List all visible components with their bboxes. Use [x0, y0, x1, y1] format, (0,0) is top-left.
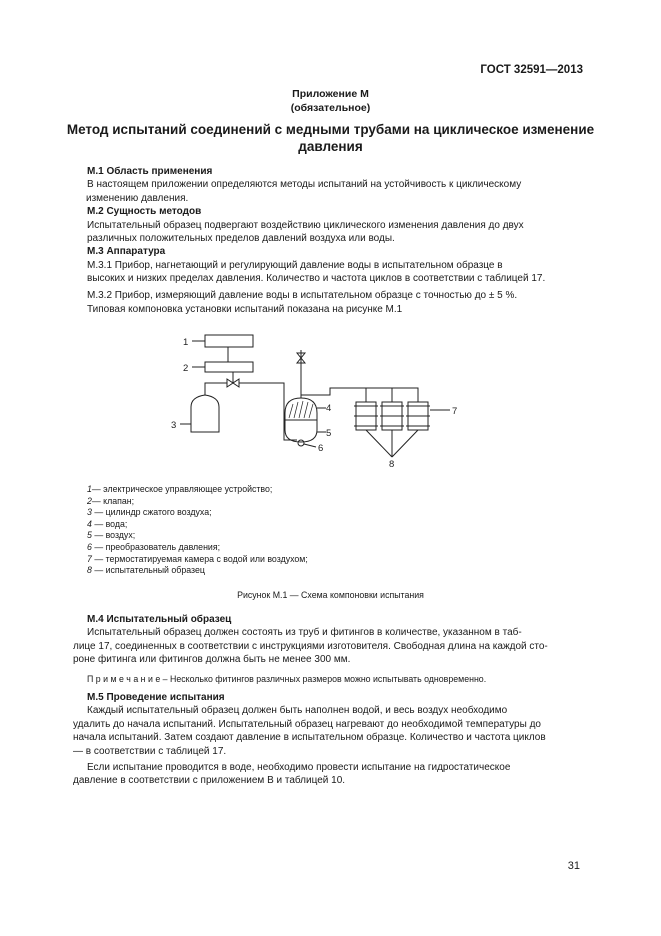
- legend-item: 8 — испытательный образец: [87, 565, 205, 576]
- annex-status: (обязательное): [290, 102, 371, 114]
- section-m5-p2-line-2: давление в соответствии с приложением В и таблицей 10.: [73, 775, 346, 787]
- air-pipe-left: [205, 383, 227, 395]
- specimen-3: [406, 402, 430, 430]
- figure-legend: [87, 484, 308, 577]
- title-line-2: давления: [298, 139, 363, 154]
- figure-caption: Рисунок М.1 — Схема компоновки испытания: [237, 590, 424, 600]
- section-m3-p1-line-2: высоких и низких пределах давления. Количество и частота циклов в соответствии с таблицей 17.: [87, 273, 546, 285]
- water-hatch: [289, 401, 313, 418]
- leader-line-8c: [392, 430, 418, 457]
- section-m5-p1-line-3: начала испытаний. Затем создают давление в испытательном образце. Количество и частота циклов: [73, 732, 546, 744]
- section-m1-line-2: изменению давления.: [86, 192, 189, 204]
- section-m2-line-2: различных положительных пределов давлений воздуха или воды.: [87, 233, 395, 245]
- section-m4-line-1: Испытательный образец должен состоять из труб и фитингов в количестве, указанном в таб-: [87, 627, 522, 639]
- section-m5-p1-line-2: удалить до начала испытаний. Испытательный образец нагревают до необходимой температуры до: [73, 718, 541, 730]
- control-device-box: [205, 335, 253, 347]
- section-m3-p1-line-1: М.3.1 Прибор, нагнетающий и регулирующий давление воды в испытательном образце в: [87, 259, 503, 271]
- air-pipe-right: [239, 383, 297, 440]
- title-line-1: Метод испытаний соединений с медными трубами на циклическое изменение: [66, 122, 595, 137]
- section-m3-p2: М.3.2 Прибор, измеряющий давление воды в испытательном образце с точностью до ± 5 %.: [87, 289, 518, 301]
- section-m1-line-1: В настоящем приложении определяются методы испытаний на устойчивость к циклическому: [87, 179, 522, 191]
- note-text: – Несколько фитингов различных размеров можно испытывать одновременно.: [160, 673, 487, 684]
- section-m2-line-1: Испытательный образец подвергают воздействию циклического изменения давления до двух: [87, 219, 524, 231]
- supply-manifold: [301, 388, 418, 402]
- leader-line-8a: [366, 430, 392, 457]
- air-cylinder: [191, 395, 219, 432]
- specimen-2: [380, 402, 404, 430]
- section-m5-p1-line-1: Каждый испытательный образец должен быть наполнен водой, и весь воздух необходимо: [87, 705, 508, 717]
- label-8: 8: [389, 459, 395, 470]
- section-m3-heading: М.3 Аппаратура: [87, 246, 166, 258]
- legend-item: 4 — вода;: [87, 518, 128, 529]
- legend-item: 7 — термостатируемая камера с водой или воздухом;: [87, 553, 308, 564]
- label-2: 2: [183, 363, 189, 374]
- section-m5-p2-line-1: Если испытание проводится в воде, необходимо провести испытание на гидростатическое: [87, 762, 511, 774]
- section-m3-p3: Типовая компоновка установки испытаний показана на рисунке М.1: [87, 304, 403, 316]
- legend-item: 5 — воздух;: [87, 530, 136, 541]
- section-m4-line-3: роне фитинга или фитингов должна быть не менее 300 мм.: [73, 654, 351, 666]
- label-1: 1: [183, 337, 189, 348]
- legend-item: 2— клапан;: [87, 495, 135, 506]
- section-m5-heading: М.5 Проведение испытания: [87, 692, 225, 704]
- page-number: 31: [567, 860, 580, 872]
- section-m4-heading: М.4 Испытательный образец: [87, 614, 232, 625]
- document-code: ГОСТ 32591—2013: [480, 64, 583, 76]
- section-m4-note: [87, 673, 584, 686]
- legend-item: 3 — цилиндр сжатого воздуха;: [87, 507, 212, 518]
- section-m1-heading: М.1 Область применения: [87, 166, 213, 177]
- annex-name: Приложение М: [292, 88, 369, 100]
- section-m4-line-2: лице 17, соединенных в соответствии с инструкциями изготовителя. Свободная длина на каждой сто-: [73, 640, 548, 652]
- legend-item: 1— электрическое управляющее устройство;: [87, 484, 273, 494]
- label-3: 3: [171, 420, 177, 431]
- note-label: П р и м е ч а н и е: [87, 673, 161, 684]
- valve-symbol-right: [233, 379, 239, 387]
- section-m2-heading: М.2 Сущность методов: [87, 206, 202, 218]
- label-7: 7: [452, 406, 458, 417]
- specimen-1: [354, 402, 378, 430]
- section-m5-p1-line-4: — в соответствии с таблицей 17.: [73, 745, 227, 757]
- leader-line-6: [304, 444, 316, 447]
- valve-box: [205, 362, 253, 372]
- label-6: 6: [318, 443, 324, 454]
- pressure-transducer: [298, 440, 304, 446]
- legend-item: 6 — преобразователь давления;: [87, 541, 221, 552]
- label-4: 4: [326, 403, 332, 414]
- label-5: 5: [326, 428, 332, 439]
- sections-m4-m5: [73, 613, 584, 788]
